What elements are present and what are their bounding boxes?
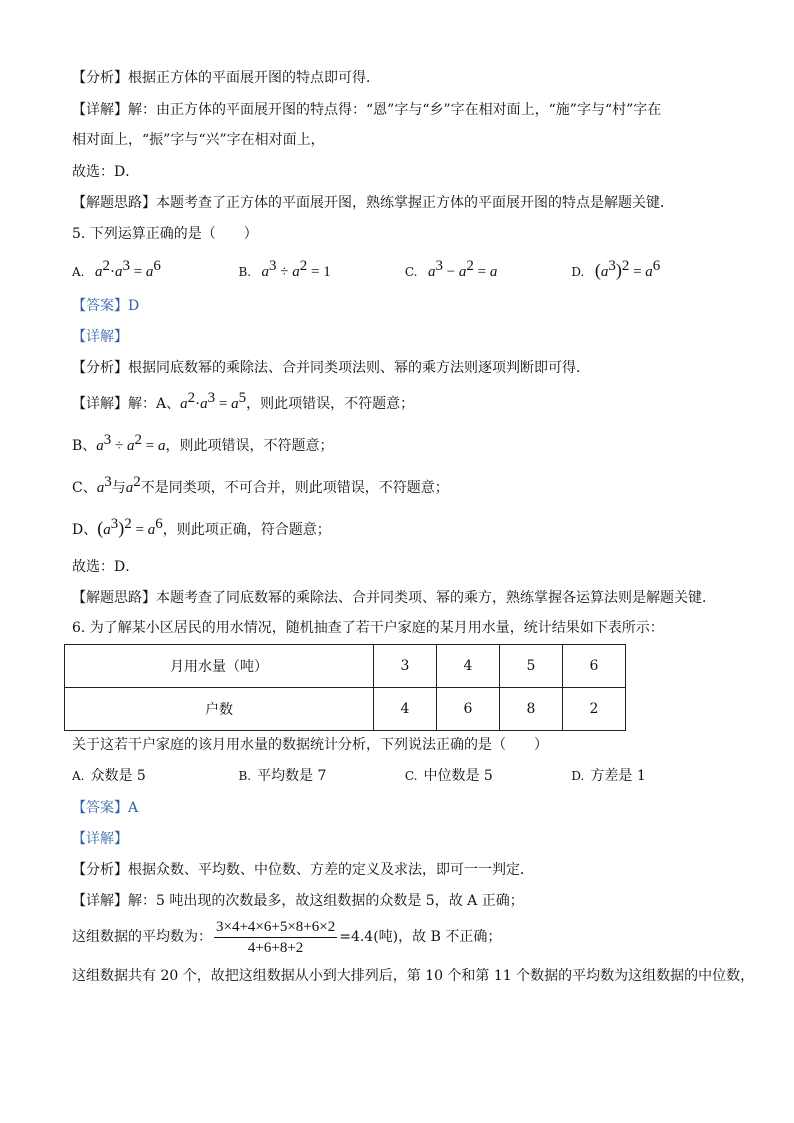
q6-option-d: D. 方差是 1 xyxy=(571,768,646,784)
table-cell: 6 xyxy=(563,645,626,688)
q5-detail-c: C、$a^3$与$a^2$不是同类项，不可合并，则此项错误，不符题意； xyxy=(72,474,449,496)
table-row xyxy=(65,688,626,731)
q5-choose: 故选：D． xyxy=(72,559,140,575)
q6-stem: 6. 为了解某小区居民的用水情况，随机抽查了若干户家庭的某月用水量，统计结果如下表所示： xyxy=(72,620,664,636)
table-cell: 6 xyxy=(437,688,500,731)
q4-detail-2: 相对面上，“振”字与“兴”字在相对面上， xyxy=(72,132,325,148)
mean-fraction: $\frac{3\times 4+4\times 6+5\times 8+6\times 2}{4+6+8+2}$ xyxy=(216,918,336,956)
q6-mean-line: 这组数据的平均数为： $\frac{3\times 4+4\times 6+5\times 8+6\times 2}{4+6+8+2}$ =4.4(吨)，故 B 不正确； xyxy=(72,918,502,956)
q6-median-line: 这组数据共有 20 个，故把这组数据从小到大排列后，第 10 个和第 11 个数据的平均数为这组数据的中位数， xyxy=(72,968,755,984)
q6-analysis: 【分析】根据众数、平均数、中位数、方差的定义及求法，即可一一判定． xyxy=(72,862,534,878)
q5-analysis: 【分析】根据同底数幂的乘除法、合并同类项法则、幂的乘方法则逐项判断即可得． xyxy=(72,360,590,376)
q5-options xyxy=(72,260,733,282)
q6-answer: 【答案】A xyxy=(72,800,139,816)
q5-option-d: D. $(a^3)^2 = a^6$ xyxy=(571,258,661,280)
q5-option-c: C. $a^3 - a^2 = a$ xyxy=(404,258,498,280)
table-cell: 3 xyxy=(374,645,437,688)
q4-analysis: 【分析】根据正方体的平面展开图的特点即可得． xyxy=(72,70,380,86)
q5-stem: 5. 下列运算正确的是（ ） xyxy=(72,226,258,242)
table-header-households: 户数 xyxy=(65,688,374,731)
table-cell: 4 xyxy=(374,688,437,731)
q6-question: 关于这若干户家庭的该月用水量的数据统计分析，下列说法正确的是（ ） xyxy=(72,737,548,753)
q6-option-c: C. 中位数是 5 xyxy=(404,768,493,784)
q5-detail-b: B、$a^3 \div a^2 = a$，则此项错误，不符题意； xyxy=(72,432,334,454)
table-header-usage: 月用水量（吨） xyxy=(65,645,374,688)
q4-idea: 【解题思路】本题考查了正方体的平面展开图，熟练掌握正方体的平面展开图的特点是解题关键． xyxy=(72,195,674,211)
q6-option-a: A. 众数是 5 xyxy=(72,768,146,784)
water-usage-table xyxy=(64,644,626,731)
q5-option-b: B. $a^3 \div a^2 = 1$ xyxy=(238,258,331,280)
q4-choose: 故选：D． xyxy=(72,164,140,180)
table-row xyxy=(65,645,626,688)
table-cell: 5 xyxy=(500,645,563,688)
q5-idea: 【解题思路】本题考查了同底数幂的乘除法、合并同类项、幂的乘方，熟练掌握各运算法则是解题关键． xyxy=(72,590,716,606)
q6-detail-1: 【详解】解：5 吨出现的次数最多，故这组数据的众数是 5，故 A 正确； xyxy=(72,893,524,909)
q6-option-b: B. 平均数是 7 xyxy=(238,768,327,784)
q6-detail-head: 【详解】 xyxy=(72,831,128,847)
q5-detail-a: 【详解】解：A、$a^2\cdot a^3 = a^5$，则此项错误，不符题意； xyxy=(72,390,415,412)
q5-detail-head: 【详解】 xyxy=(72,329,128,345)
q6-options xyxy=(72,766,733,786)
q4-detail-1: 【详解】解：由正方体的平面展开图的特点得：“恩”字与“乡”字在相对面上，“施”字与“村”字在 xyxy=(72,102,662,118)
table-cell: 2 xyxy=(563,688,626,731)
q5-detail-d: D、$(a^3)^2 = a^6$，则此项正确，符合题意； xyxy=(72,516,331,538)
q5-option-a: A. $a^2\cdot a^3 = a^6$ xyxy=(72,258,161,280)
q5-answer: 【答案】D xyxy=(72,298,140,314)
table-cell: 8 xyxy=(500,688,563,731)
table-cell: 4 xyxy=(437,645,500,688)
